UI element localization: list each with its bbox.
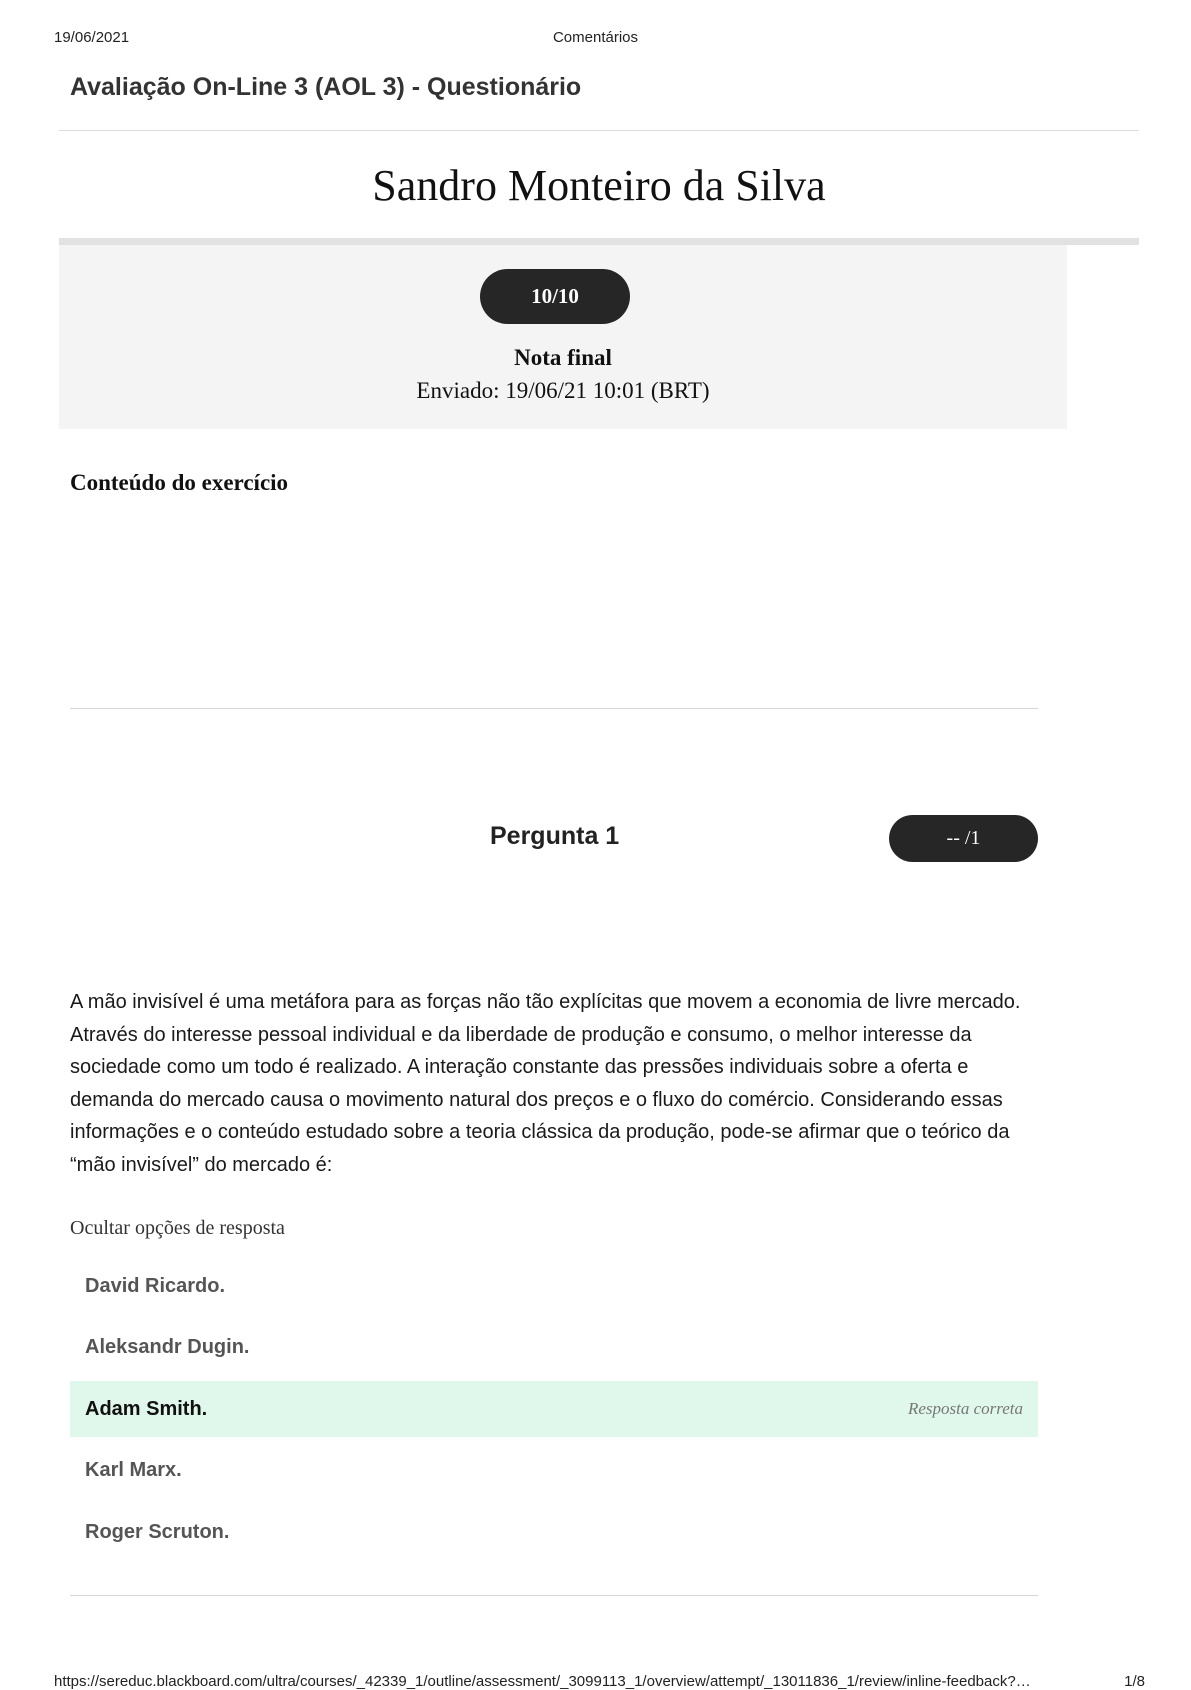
answer-options — [70, 1258, 1038, 1566]
divider — [59, 130, 1139, 131]
answer-option-label: David Ricardo. — [85, 1274, 226, 1297]
print-title: Comentários — [552, 29, 639, 46]
answer-option[interactable] — [70, 1258, 1038, 1314]
score-badge: 10/10 — [480, 269, 630, 324]
answer-option-label: Roger Scruton. — [85, 1520, 230, 1543]
student-name: Sandro Monteiro da Silva — [372, 161, 826, 210]
answer-option-label: Adam Smith. — [85, 1397, 208, 1420]
answer-option-label: Karl Marx. — [85, 1459, 182, 1481]
question-points-badge: -- /1 — [889, 815, 1038, 862]
submitted-timestamp: Enviado: 19/06/21 10:01 (BRT) — [416, 378, 710, 403]
assessment-title: Avaliação On-Line 3 (AOL 3) - Questionário — [70, 73, 582, 101]
answer-option-correct[interactable] — [70, 1381, 1038, 1437]
answer-option[interactable] — [70, 1504, 1038, 1560]
correct-answer-tag: Resposta correta — [907, 1399, 1023, 1418]
answer-option[interactable] — [70, 1443, 1038, 1499]
hide-answer-options-toggle[interactable]: Ocultar opções de resposta — [70, 1217, 285, 1239]
print-footer-url: https://sereduc.blackboard.com/ultra/courses/_42339_1/outline/assessment/_3099113_1/overview/attempt/_13011836_1/review/inline-feedback?… — [54, 1673, 1031, 1690]
divider — [70, 708, 1038, 709]
divider — [70, 1595, 1038, 1596]
print-date: 19/06/2021 — [54, 29, 130, 46]
answer-option-label: Aleksandr Dugin. — [85, 1336, 250, 1358]
final-grade-label: Nota final — [514, 345, 612, 370]
print-page-number: 1/8 — [1124, 1673, 1145, 1690]
exercise-content-heading: Conteúdo do exercício — [70, 470, 289, 495]
answer-option[interactable] — [70, 1320, 1038, 1376]
divider — [59, 238, 1139, 245]
question-title: Pergunta 1 — [490, 822, 620, 850]
question-text: A mão invisível é uma metáfora para as forças não tão explícitas que movem a economia de livre mercado. Através do interesse pessoal individual e da liberdade de produção e consumo, o melhor interesse da sociedade como um todo é realizado. A interação constante das pressões individuais sobre a oferta e demanda do mercado causa o movimento natural dos preços e o fluxo do comércio. Considerando essas informações e o conteúdo estudado sobre a teoria clássica da produção, pode-se afirmar que o teórico da “mão invisível” do mercado é: — [70, 991, 1021, 1176]
